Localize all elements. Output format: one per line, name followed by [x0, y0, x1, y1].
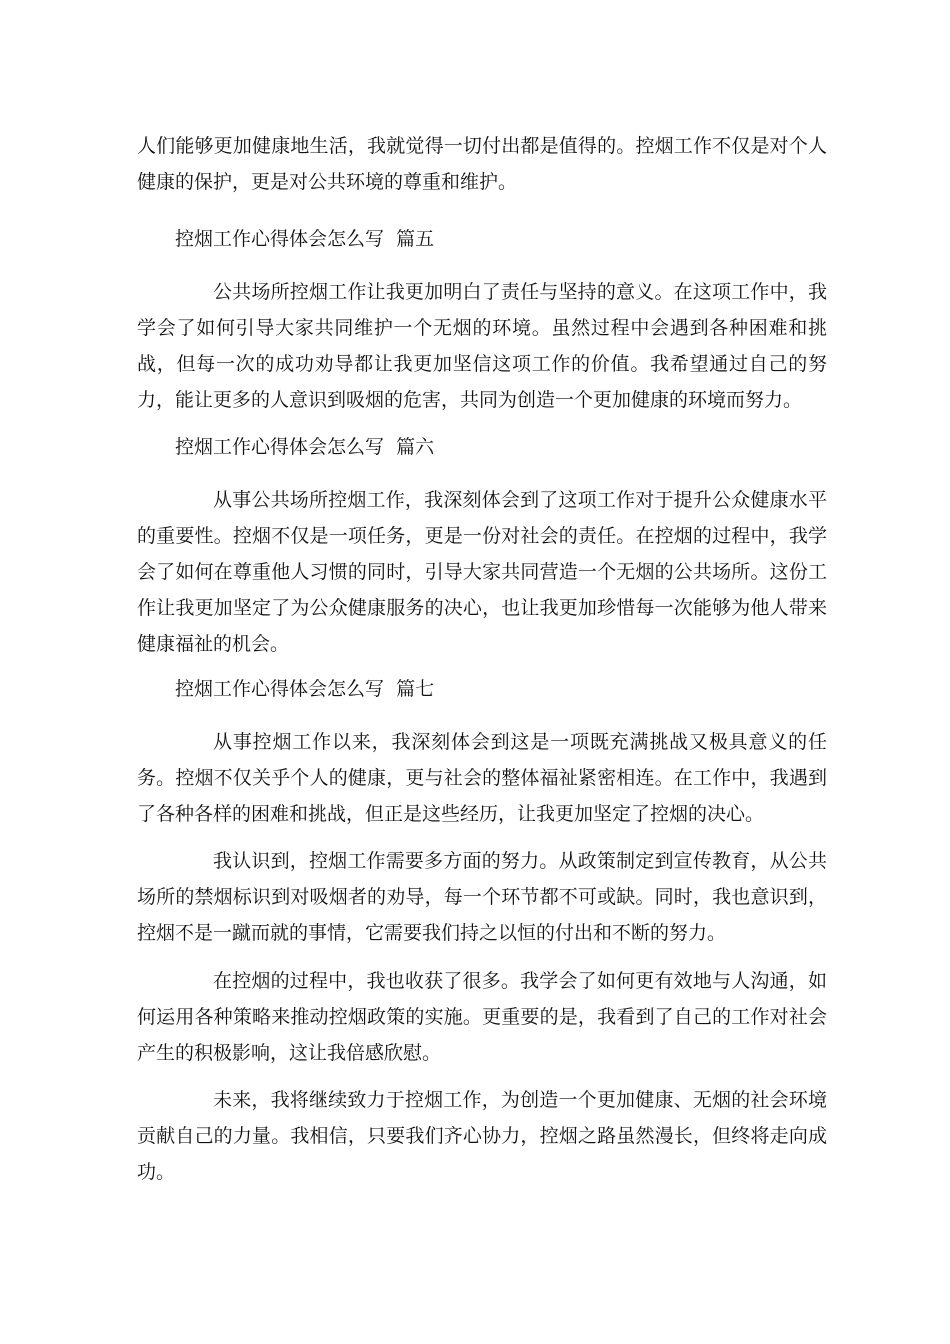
section-heading-6: 控烟工作心得体会怎么写 篇六	[175, 436, 435, 458]
paragraph-section-7-2: 我认识到，控烟工作需要多方面的努力。从政策制定到宣传教育，从公共场所的禁烟标识到对吸烟者的劝导，每一个环节都不可或缺。同时，我也意识到，控烟不是一蹴而就的事情，它需要我们持之以恒的付出和不断的努力。	[137, 850, 827, 944]
paragraph-section-7-3: 在控烟的过程中，我也收获了很多。我学会了如何更有效地与人沟通，如何运用各种策略来推动控烟政策的实施。更重要的是，我看到了自己的工作对社会产生的积极影响，这让我倍感欣慰。	[137, 970, 827, 1064]
paragraph-section-7-4: 未来，我将继续致力于控烟工作，为创造一个更加健康、无烟的社会环境贡献自己的力量。我相信，只要我们齐心协力，控烟之路虽然漫长，但终将走向成功。	[137, 1089, 827, 1183]
paragraph-section-6: 从事公共场所控烟工作，我深刻体会到了这项工作对于提升公众健康水平的重要性。控烟不仅是一项任务，更是一份对社会的责任。在控烟的过程中，我学会了如何在尊重他人习惯的同时，引导大家共同营造一个无烟的公共场所。这份工作让我更加坚定了为公众健康服务的决心，也让我更加珍惜每一次能够为他人带来健康福祉的机会。	[137, 489, 827, 655]
paragraph-section-7-1: 从事控烟工作以来，我深刻体会到这是一项既充满挑战又极具意义的任务。控烟不仅关乎个人的健康，更与社会的整体福祉紧密相连。在工作中，我遇到了各种各样的困难和挑战，但正是这些经历，让我更加坚定了控烟的决心。	[137, 731, 827, 825]
section-heading-5: 控烟工作心得体会怎么写 篇五	[175, 228, 435, 250]
paragraph-section-5: 公共场所控烟工作让我更加明白了责任与坚持的意义。在这项工作中，我学会了如何引导大家共同维护一个无烟的环境。虽然过程中会遇到各种困难和挑战，但每一次的成功劝导都让我更加坚信这项工作的价值。我希望通过自己的努力，能让更多的人意识到吸烟的危害，共同为创造一个更加健康的环境而努力。	[137, 281, 827, 411]
section-heading-7: 控烟工作心得体会怎么写 篇七	[175, 678, 435, 700]
paragraph-continuation: 人们能够更加健康地生活，我就觉得一切付出都是值得的。控烟工作不仅是对个人健康的保护，更是对公共环境的尊重和维护。	[137, 135, 827, 193]
